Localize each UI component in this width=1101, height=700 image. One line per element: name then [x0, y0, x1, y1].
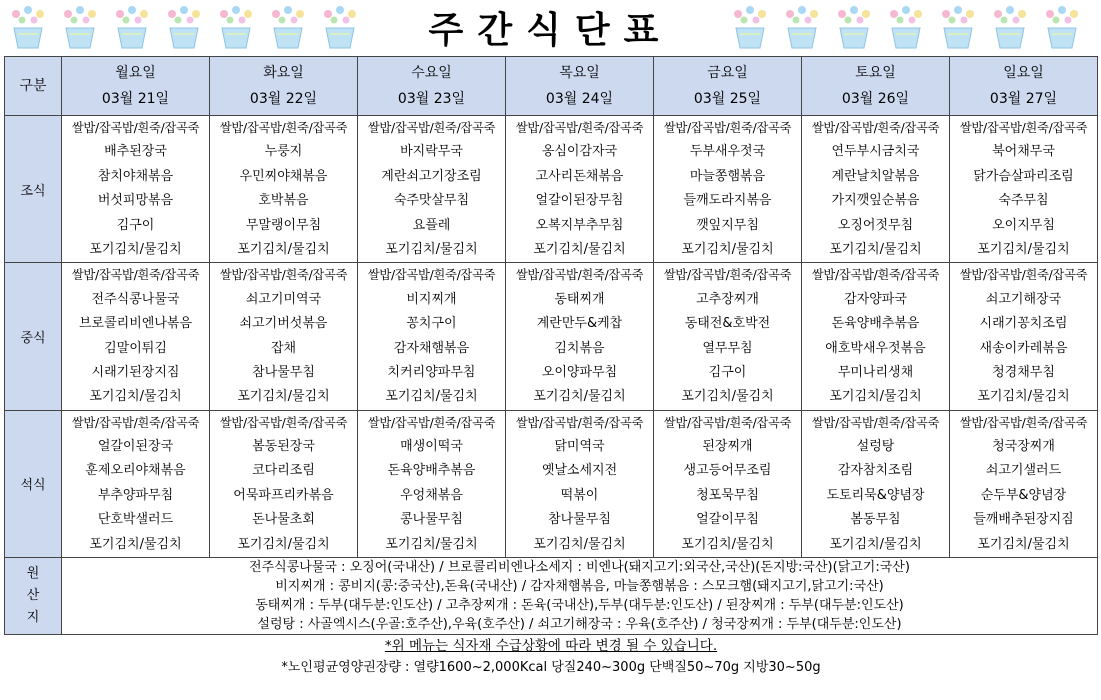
- menu-item: 쇠고기버섯볶음: [239, 316, 328, 332]
- menu-item: 쌀밥/잡곡밥/흰죽/잡곡죽: [219, 268, 348, 283]
- menu-item: 김말이튀김: [104, 340, 167, 356]
- origin-line: 동태찌개 : 두부(대두분:인도산) / 고추장찌개 : 돈육(국내산),두부(대두분:인도산) / 된장찌개 : 두부(대두분:인도산): [255, 598, 904, 614]
- menu-item: 포기김치/물김치: [533, 389, 626, 405]
- menu-item: 훈제오리야채볶음: [85, 463, 186, 479]
- menu-item: 포기김치/물김치: [237, 536, 330, 552]
- menu-item: 포기김치/물김치: [681, 536, 774, 552]
- menu-item: 오이지무침: [992, 217, 1055, 233]
- menu-item: 무미나리생채: [837, 364, 914, 380]
- day-date: 03월 23일: [397, 91, 466, 107]
- day-name: 금요일: [707, 65, 748, 81]
- menu-item: 쌀밥/잡곡밥/흰죽/잡곡죽: [71, 268, 200, 283]
- day-header: [506, 57, 654, 116]
- menu-item: 쌀밥/잡곡밥/흰죽/잡곡죽: [663, 121, 792, 135]
- day-header: [358, 57, 506, 116]
- menu-item: 쌀밥/잡곡밥/흰죽/잡곡죽: [959, 415, 1088, 430]
- menu-item: 포기김치/물김치: [829, 389, 922, 405]
- day-header: [950, 57, 1098, 116]
- menu-item: 매생이떡국: [400, 439, 463, 455]
- menu-item: 포기김치/물김치: [237, 241, 330, 257]
- menu-item: 얼갈이된장국: [97, 439, 174, 455]
- menu-cell: [506, 116, 654, 263]
- menu-item: 북어채무국: [992, 144, 1055, 160]
- menu-item: 돈육양배추볶음: [387, 463, 476, 479]
- menu-item: 도토리묵&양념장: [826, 487, 925, 503]
- menu-item: 포기김치/물김치: [533, 241, 626, 257]
- day-date: 03월 21일: [101, 91, 170, 107]
- menu-item: 새송이카레볶음: [979, 340, 1068, 356]
- menu-cell: [210, 116, 358, 263]
- menu-item: 김구이: [116, 217, 155, 233]
- menu-item: 쌀밥/잡곡밥/흰죽/잡곡죽: [959, 268, 1088, 283]
- menu-item: 청포묵무침: [696, 487, 759, 503]
- menu-cell: [654, 116, 802, 263]
- menu-item: 닭가슴살파리조림: [973, 168, 1074, 184]
- menu-item: 애호박새우젓볶음: [825, 340, 926, 356]
- menu-item: 떡볶이: [560, 487, 599, 503]
- menu-item: 숙주무침: [998, 193, 1049, 209]
- origin-label: [5, 558, 62, 635]
- origin-row: [5, 558, 1098, 635]
- menu-item: 봄동무침: [850, 512, 901, 528]
- menu-item: 참치야채볶음: [97, 168, 174, 184]
- menu-cell: [358, 410, 506, 557]
- menu-item: 포기김치/물김치: [829, 241, 922, 257]
- menu-item: 부추양파무침: [97, 487, 174, 503]
- menu-item: 버섯피망볶음: [97, 193, 174, 209]
- menu-item: 동태찌개: [554, 291, 605, 307]
- menu-item: 열무무침: [702, 340, 753, 356]
- menu-item: 봄동된장국: [252, 439, 315, 455]
- menu-item: 쌀밥/잡곡밥/흰죽/잡곡죽: [811, 415, 940, 430]
- menu-item: 얼갈이무침: [696, 512, 759, 528]
- menu-item: 포기김치/물김치: [89, 241, 182, 257]
- nutrition-text: *노인평균영양권장량 : 열량1600~2,000Kcal 당질240~300g 단백질50~70g 지방30~50g: [281, 660, 821, 676]
- menu-item: 설렁탕: [856, 439, 895, 455]
- menu-item: 쌀밥/잡곡밥/흰죽/잡곡죽: [219, 415, 348, 430]
- menu-item: 청경채무침: [992, 364, 1055, 380]
- origin-line: 설렁탕 : 사골엑시스(우골:호주산),우육(호주산) / 쇠고기해장국 : 우육(호주산) / 청국장찌개 : 두부(대두분:인도산): [257, 617, 902, 633]
- menu-item: 쇠고기샐러드: [985, 463, 1062, 479]
- origin-label-char: 산: [26, 588, 40, 604]
- menu-item: 참나물무침: [252, 364, 315, 380]
- menu-item: 우엉채볶음: [400, 487, 463, 503]
- menu-item: 옛날소세지전: [541, 463, 618, 479]
- menu-item: 포기김치/물김치: [977, 241, 1070, 257]
- header-label: 구분: [5, 57, 62, 116]
- menu-item: 순두부&양념장: [980, 487, 1067, 503]
- menu-cell: [950, 410, 1098, 557]
- menu-item: 바지락무국: [400, 144, 463, 160]
- menu-item: 들깨도라지볶음: [683, 193, 772, 209]
- menu-item: 생고등어무조림: [683, 463, 772, 479]
- day-header: [62, 57, 210, 116]
- menu-item: 마늘쫑햄볶음: [689, 168, 766, 184]
- menu-item: 포기김치/물김치: [977, 536, 1070, 552]
- day-date: 03월 24일: [545, 91, 614, 107]
- menu-item: 오징어젓무침: [837, 217, 914, 233]
- meal-label: 조식: [5, 116, 62, 263]
- menu-cell: [802, 410, 950, 557]
- menu-item: 연두부시금치국: [831, 144, 920, 160]
- meal-row: [5, 116, 1098, 263]
- menu-item: 포기김치/물김치: [89, 536, 182, 552]
- menu-item: 쌀밥/잡곡밥/흰죽/잡곡죽: [663, 268, 792, 283]
- menu-item: 쌀밥/잡곡밥/흰죽/잡곡죽: [811, 121, 940, 135]
- menu-item: 옹심이감자국: [541, 144, 618, 160]
- day-header: [654, 57, 802, 116]
- origin-line: 전주식콩나물국 : 오징어(국내산) / 브로콜리비엔나소세지 : 비엔나(돼지고기:외국산,국산)(돈지방:국산)(닭고기:국산): [249, 560, 910, 576]
- menu-item: 우민찌야채볶음: [239, 168, 328, 184]
- origin-label-char: 지: [26, 610, 40, 626]
- menu-item: 쌀밥/잡곡밥/흰죽/잡곡죽: [515, 415, 644, 430]
- menu-item: 깻잎지무침: [696, 217, 759, 233]
- notice-text: *위 메뉴는 식자재 수급상황에 따라 변경 될 수 있습니다.: [384, 638, 718, 655]
- menu-item: 쌀밥/잡곡밥/흰죽/잡곡죽: [515, 268, 644, 283]
- menu-cell: [802, 263, 950, 410]
- menu-item: 김구이: [708, 364, 747, 380]
- menu-item: 계란날치알볶음: [831, 168, 920, 184]
- menu-item: 쇠고기미역국: [245, 291, 322, 307]
- menu-item: 포기김치/물김치: [237, 389, 330, 405]
- menu-item: 된장찌개: [702, 439, 753, 455]
- menu-item: 고사리돈채볶음: [535, 168, 624, 184]
- menu-item: 시래기꽁치조림: [979, 316, 1068, 332]
- menu-item: 쌀밥/잡곡밥/흰죽/잡곡죽: [71, 121, 200, 135]
- day-name: 화요일: [263, 65, 304, 81]
- menu-item: 오이양파무침: [541, 364, 618, 380]
- menu-item: 쌀밥/잡곡밥/흰죽/잡곡죽: [515, 121, 644, 135]
- menu-item: 두부새우젓국: [689, 144, 766, 160]
- menu-item: 포기김치/물김치: [681, 241, 774, 257]
- day-date: 03월 22일: [249, 91, 318, 107]
- menu-item: 코다리조림: [252, 463, 315, 479]
- menu-item: 꽁치구이: [406, 316, 457, 332]
- page-title: 주간식단표: [428, 10, 673, 51]
- menu-item: 가지깻잎순볶음: [831, 193, 920, 209]
- menu-cell: [802, 116, 950, 263]
- menu-item: 어묵파프리카볶음: [233, 487, 334, 503]
- menu-item: 쌀밥/잡곡밥/흰죽/잡곡죽: [367, 415, 496, 430]
- menu-item: 포기김치/물김치: [681, 389, 774, 405]
- menu-cell: [62, 263, 210, 410]
- menu-item: 계란만두&케찹: [536, 316, 623, 332]
- day-name: 월요일: [115, 65, 156, 81]
- menu-cell: [358, 263, 506, 410]
- origin-line: 비지찌개 : 콩비지(콩:중국산),돈육(국내산) / 감자채햄볶음, 마늘쫑햄볶음 : 스모크햄(돼지고기,닭고기:국산): [275, 579, 884, 595]
- menu-cell: [210, 410, 358, 557]
- menu-item: 고추장찌개: [696, 291, 759, 307]
- menu-item: 포기김치/물김치: [385, 389, 478, 405]
- meal-row: [5, 263, 1098, 410]
- menu-item: 얼갈이된장무침: [535, 193, 624, 209]
- day-header: [210, 57, 358, 116]
- menu-cell: [654, 263, 802, 410]
- menu-item: 돈나물초회: [252, 512, 315, 528]
- meal-row: [5, 410, 1098, 557]
- menu-item: 참나물무침: [548, 512, 611, 528]
- menu-cell: [62, 116, 210, 263]
- menu-item: 누룽지: [264, 144, 303, 160]
- menu-item: 비지찌개: [406, 291, 457, 307]
- menu-item: 쌀밥/잡곡밥/흰죽/잡곡죽: [71, 415, 200, 430]
- menu-item: 브로콜리비엔나볶음: [78, 316, 193, 332]
- day-date: 03월 27일: [989, 91, 1058, 107]
- menu-item: 전주식콩나물국: [91, 291, 180, 307]
- menu-cell: [506, 263, 654, 410]
- origin-label-char: 원: [26, 566, 40, 582]
- menu-item: 쇠고기해장국: [985, 291, 1062, 307]
- meal-label: 중식: [5, 263, 62, 410]
- menu-item: 포기김치/물김치: [385, 241, 478, 257]
- menu-item: 단호박샐러드: [97, 512, 174, 528]
- menu-item: 쌀밥/잡곡밥/흰죽/잡곡죽: [219, 121, 348, 135]
- day-date: 03월 26일: [841, 91, 910, 107]
- menu-item: 감자양파국: [844, 291, 907, 307]
- menu-cell: [950, 263, 1098, 410]
- menu-cell: [654, 410, 802, 557]
- menu-item: 치커리양파무침: [387, 364, 476, 380]
- origin-info: [62, 558, 1098, 635]
- title-row: [0, 0, 1101, 54]
- day-name: 토요일: [855, 65, 896, 81]
- menu-item: 호박볶음: [258, 193, 309, 209]
- day-name: 일요일: [1003, 65, 1044, 81]
- day-name: 목요일: [559, 65, 600, 81]
- footer: [5, 635, 1098, 680]
- menu-item: 잡채: [270, 340, 297, 356]
- menu-item: 쌀밥/잡곡밥/흰죽/잡곡죽: [367, 268, 496, 283]
- menu-item: 쌀밥/잡곡밥/흰죽/잡곡죽: [663, 415, 792, 430]
- menu-item: 감자채햄볶음: [393, 340, 470, 356]
- menu-item: 포기김치/물김치: [977, 389, 1070, 405]
- day-name: 수요일: [411, 65, 452, 81]
- menu-item: 콩나물무침: [400, 512, 463, 528]
- menu-item: 쌀밥/잡곡밥/흰죽/잡곡죽: [811, 268, 940, 283]
- day-date: 03월 25일: [693, 91, 762, 107]
- meal-label: 석식: [5, 410, 62, 557]
- menu-cell: [210, 263, 358, 410]
- menu-item: 김치볶음: [554, 340, 605, 356]
- menu-cell: [62, 410, 210, 557]
- menu-item: 요플레: [412, 217, 451, 233]
- menu-item: 쌀밥/잡곡밥/흰죽/잡곡죽: [959, 121, 1088, 135]
- menu-item: 시래기된장지짐: [91, 364, 180, 380]
- menu-cell: [506, 410, 654, 557]
- menu-item: 돈육양배추볶음: [831, 316, 920, 332]
- menu-item: 무말랭이무침: [245, 217, 322, 233]
- footer-row: [5, 635, 1098, 680]
- menu-item: 동태전&호박전: [684, 316, 771, 332]
- menu-item: 들깨배추된장지짐: [973, 512, 1074, 528]
- menu-item: 오복지부추무침: [535, 217, 624, 233]
- menu-cell: [950, 116, 1098, 263]
- menu-cell: [358, 116, 506, 263]
- menu-item: 배추된장국: [104, 144, 167, 160]
- menu-item: 청국장찌개: [992, 439, 1055, 455]
- weekly-menu-table: [4, 56, 1098, 679]
- menu-item: 포기김치/물김치: [829, 536, 922, 552]
- menu-item: 계란쇠고기장조림: [381, 168, 482, 184]
- menu-item: 닭미역국: [554, 439, 605, 455]
- day-header: [802, 57, 950, 116]
- menu-item: 쌀밥/잡곡밥/흰죽/잡곡죽: [367, 121, 496, 135]
- menu-item: 숙주맛살무침: [393, 193, 470, 209]
- menu-item: 포기김치/물김치: [533, 536, 626, 552]
- header-row: [5, 57, 1098, 116]
- menu-item: 포기김치/물김치: [89, 389, 182, 405]
- menu-item: 감자참치조림: [837, 463, 914, 479]
- menu-item: 포기김치/물김치: [385, 536, 478, 552]
